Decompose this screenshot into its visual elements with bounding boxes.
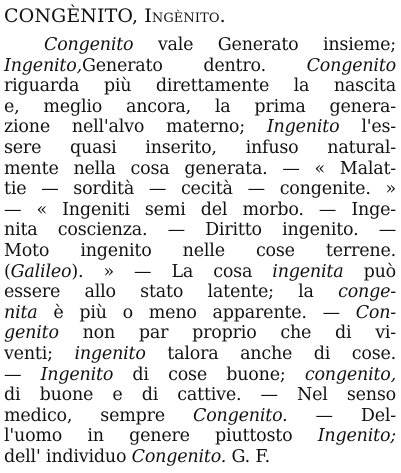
entry-line [4, 116, 396, 138]
text-run: dell' individuo [4, 447, 132, 467]
text-run: talora anche di cose. [145, 344, 397, 364]
text-run: essere allo stato latente; la [4, 282, 339, 303]
italic-term: ingenita [272, 261, 344, 282]
text-run: venti; [4, 344, 75, 364]
text-run: riguarda più direttamente la nascita [4, 76, 396, 97]
entry-line [4, 364, 396, 386]
text-run: di buone e di cattive. — Nel senso [4, 385, 396, 406]
entry-line [4, 405, 396, 427]
italic-term: Congenito. [131, 447, 227, 467]
entry-line [4, 219, 396, 241]
italic-term: genito [4, 323, 59, 344]
entry-line [4, 96, 396, 118]
text-run: medico, sempre [4, 405, 194, 426]
text-run: nita coscienza. — Diritto ingenito. — [4, 220, 396, 241]
italic-term: Con- [355, 302, 396, 323]
italic-term: Ingenito; [317, 426, 396, 447]
text-run: zione nell'alvo materno; [4, 117, 267, 138]
text-run: tie — sordità — cecità — congenite. » [4, 179, 396, 200]
entry-line [4, 178, 396, 200]
italic-term: Congenito. [193, 405, 288, 426]
headword-ingenito: Ingènito. [144, 5, 226, 27]
text-run: vale Generato insieme; [133, 35, 396, 55]
text-run: l'uomo in genere piuttosto [4, 426, 318, 447]
entry-line [4, 281, 396, 303]
entry-line [4, 55, 396, 77]
italic-term: Ingenito, [4, 55, 82, 76]
entry-line [4, 199, 396, 221]
italic-term: congenito, [304, 364, 397, 385]
text-run: — [4, 364, 41, 385]
headword-congenito: CONGÈNITO, [4, 5, 139, 27]
entry-line [4, 137, 396, 159]
italic-term: ingenito [74, 344, 146, 364]
entry-line [44, 34, 396, 56]
italic-term: Ingenito [40, 364, 114, 385]
entry-line [4, 158, 396, 180]
entry-line [4, 261, 396, 283]
italic-term: Galileo [10, 261, 72, 282]
entry-line [4, 425, 396, 447]
italic-term: Congenito [44, 35, 134, 55]
entry-line [4, 343, 396, 365]
text-run: ( [4, 261, 11, 282]
italic-term: Congenito [306, 55, 396, 76]
text-run: è più o meno apparente. — [37, 302, 356, 323]
text-run: Generato dentro. [81, 55, 307, 76]
text-run: e, meglio ancora, la prima genera- [4, 96, 396, 117]
italic-term: conge- [338, 282, 396, 303]
entry-line [4, 75, 396, 97]
italic-term: Ingenito [266, 117, 340, 138]
text-run: — Del- [287, 405, 396, 426]
entry-line [4, 240, 396, 262]
entry-title [4, 4, 226, 28]
entry-line [4, 302, 396, 324]
text-run: Moto ingenito nelle cose terrene. [4, 241, 396, 261]
text-run: sere quasi inserito, infuso natural- [4, 138, 396, 158]
text-run: ). » — La cosa [71, 261, 273, 282]
text-run: G. F. [226, 447, 270, 467]
entry-line [4, 322, 396, 344]
entry-line [4, 384, 396, 406]
text-run: non par proprio che di vi- [58, 323, 396, 344]
text-run: può [343, 261, 396, 282]
italic-term: nita [4, 302, 38, 323]
text-run: l'es- [339, 117, 396, 138]
entry-line-last [4, 446, 396, 468]
text-run: di cose buone; [113, 364, 305, 385]
text-run: mente nella cosa generata. — « Malat- [4, 158, 396, 179]
text-run: — « Ingeniti semi del morbo. — Inge- [4, 199, 396, 220]
